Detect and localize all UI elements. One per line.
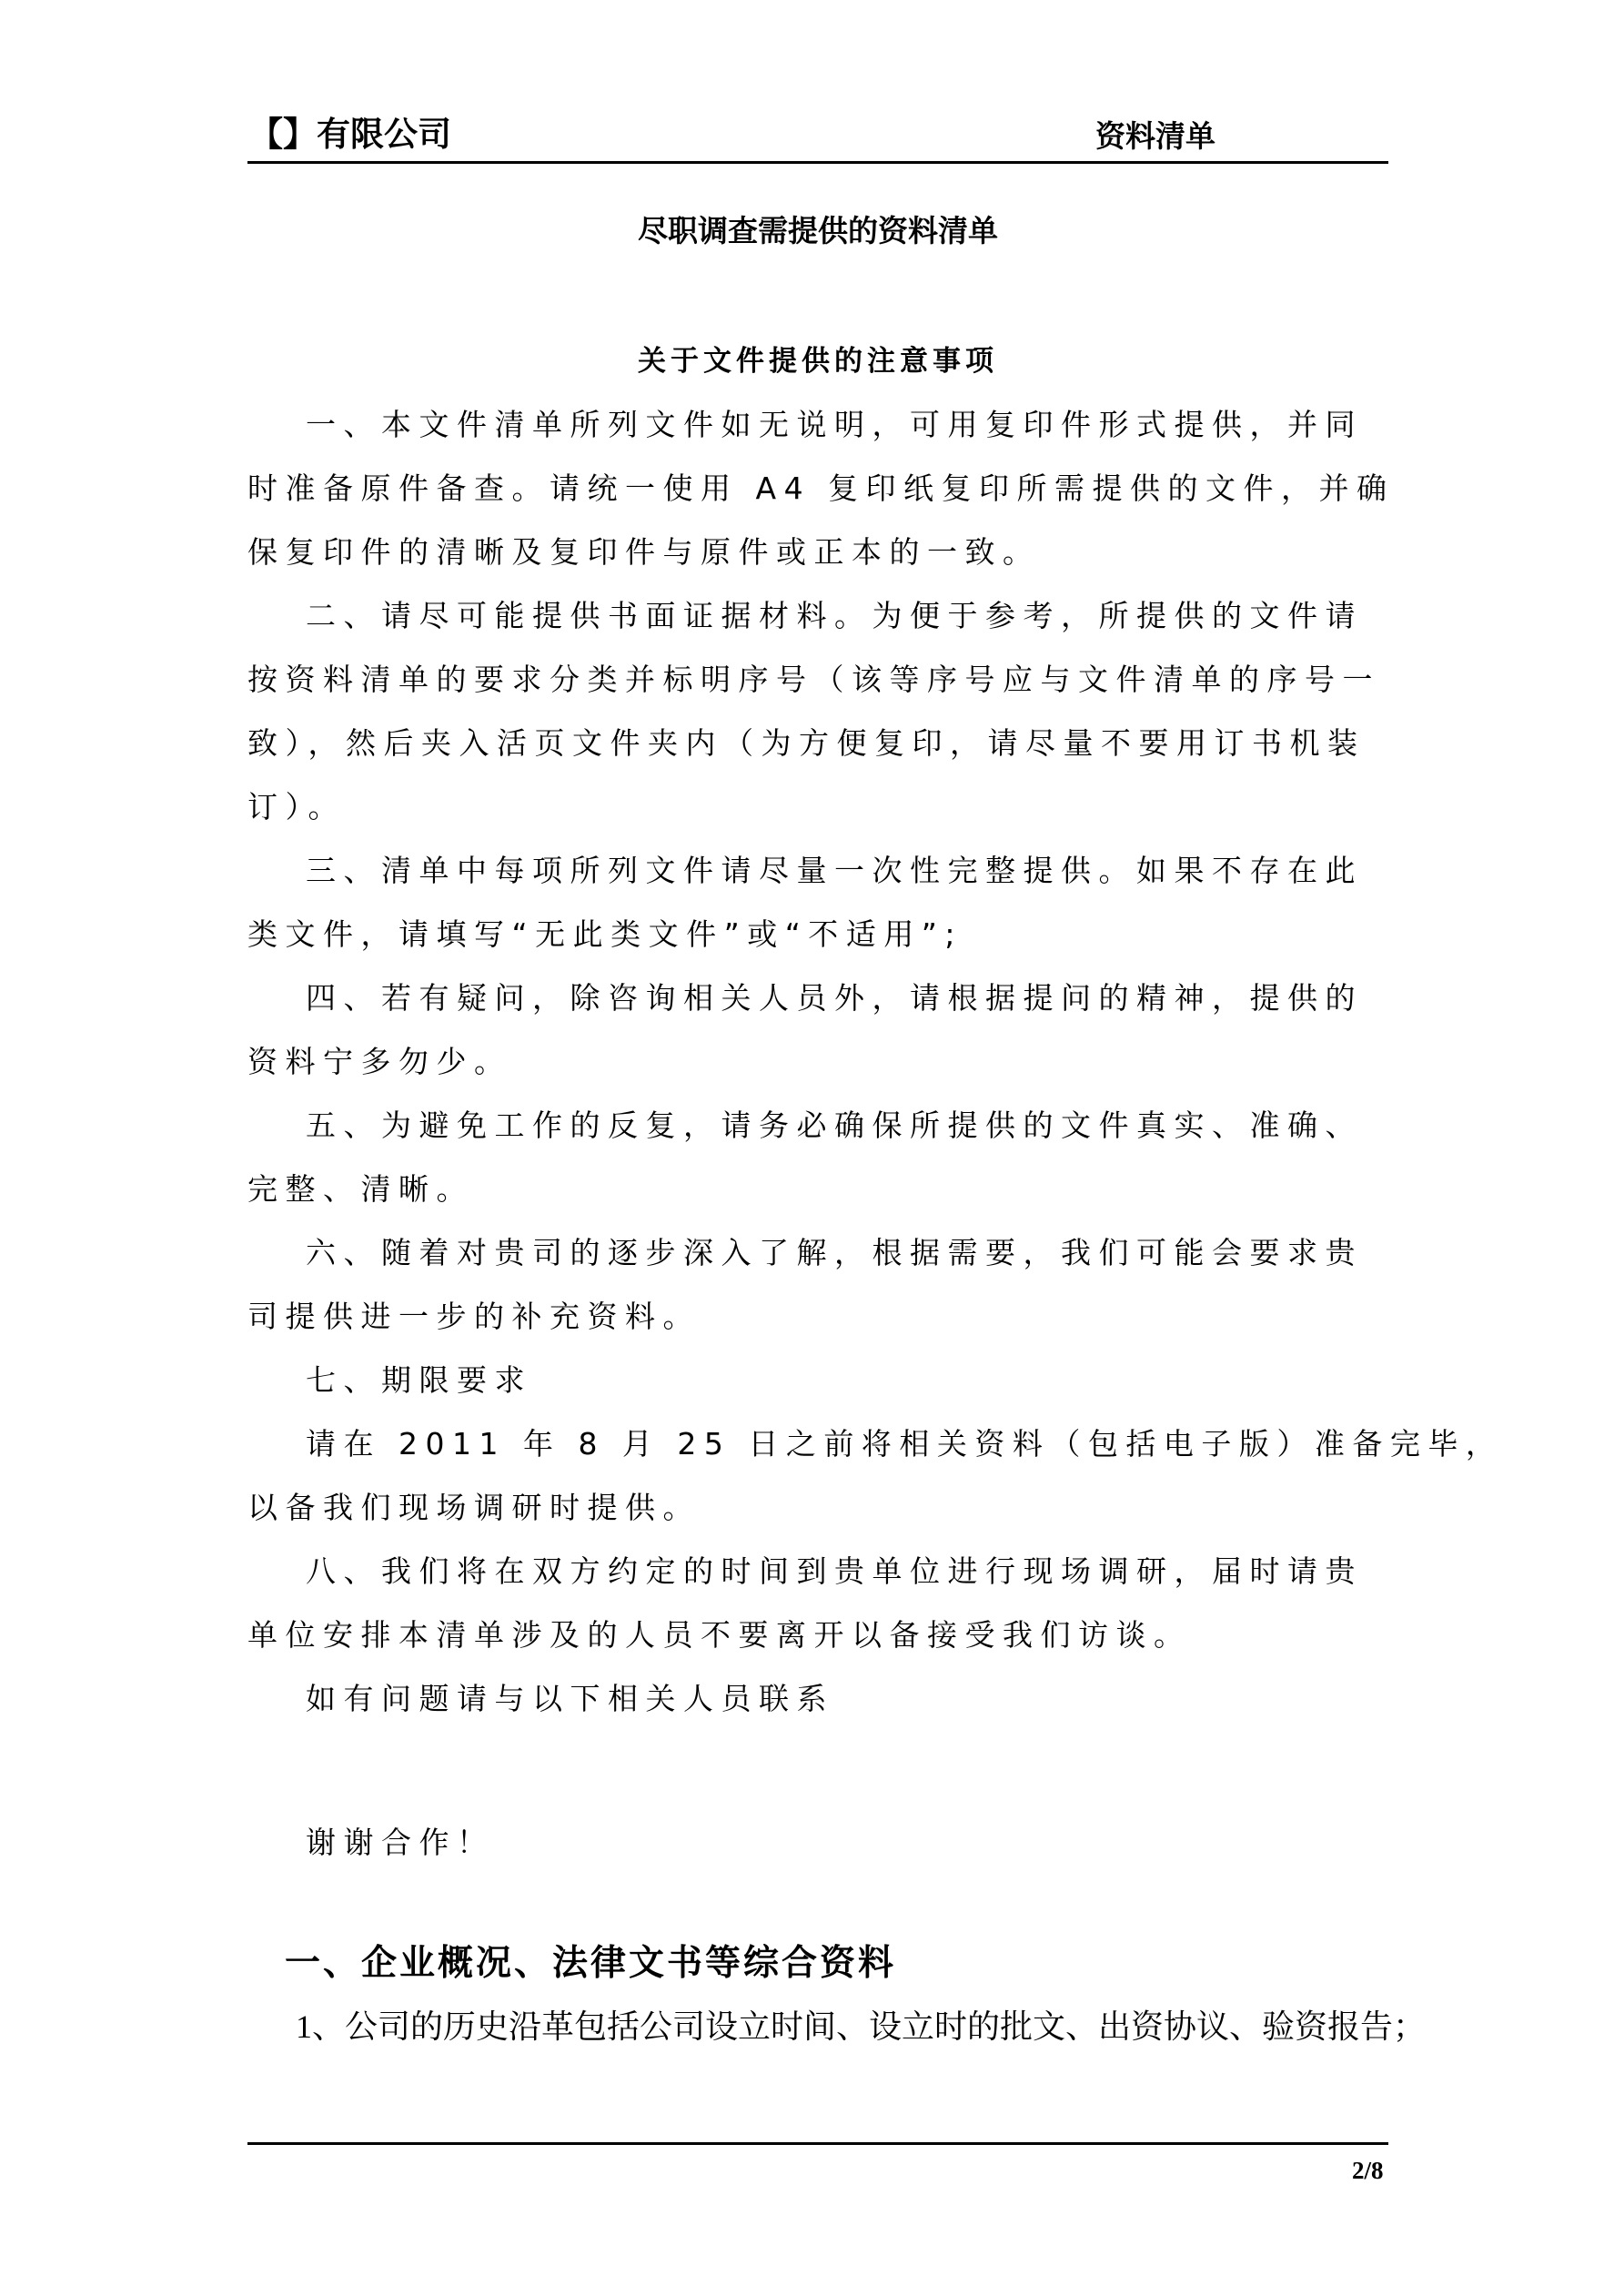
- notice-line: 请在 2011 年 8 月 25 日之前将相关资料（包括电子版）准备完毕，: [306, 1426, 1504, 1462]
- notice-line: 按资料清单的要求分类并标明序号（该等序号应与文件清单的序号一: [247, 662, 1380, 697]
- notice-line: 完整、清晰。: [247, 1171, 474, 1207]
- notice-line: 一、本文件清单所列文件如无说明，可用复印件形式提供，并同: [306, 407, 1363, 442]
- header-rule: [247, 161, 1388, 164]
- document-type: 资料清单: [1095, 118, 1215, 154]
- notice-line: 五、为避免工作的反复，请务必确保所提供的文件真实、准确、: [306, 1108, 1363, 1143]
- notice-line: 六、随着对贵司的逐步深入了解，根据需要，我们可能会要求贵: [306, 1235, 1363, 1270]
- notice-line: 二、请尽可能提供书面证据材料。为便于参考，所提供的文件请: [306, 598, 1363, 633]
- list-item: 1、公司的历史沿革包括公司设立时间、设立时的批文、出资协议、验资报告；: [296, 2008, 1427, 2045]
- section-heading: 一、企业概况、法律文书等综合资料: [285, 1943, 897, 1984]
- notice-line: 资料宁多勿少。: [247, 1044, 512, 1079]
- notice-line: 致），然后夹入活页文件夹内（为方便复印，请尽量不要用订书机装: [247, 725, 1366, 761]
- notice-line: 时准备原件备查。请统一使用 A4 复印纸复印所需提供的文件，并确: [247, 470, 1395, 506]
- notice-title: 关于文件提供的注意事项: [638, 345, 998, 378]
- page-number: 2/8: [1352, 2157, 1384, 2184]
- notice-line: 保复印件的清晰及复印件与原件或正本的一致。: [247, 534, 1041, 570]
- notice-line: 司提供进一步的补充资料。: [247, 1299, 701, 1334]
- notice-line: 以备我们现场调研时提供。: [247, 1490, 701, 1525]
- page-title: 尽职调查需提供的资料清单: [638, 213, 998, 248]
- notice-line: 订）。: [247, 789, 346, 824]
- notice-line: 八、我们将在双方约定的时间到贵单位进行现场调研，届时请贵: [306, 1553, 1363, 1589]
- notice-line: 类文件，请填写“无此类文件”或“不适用”;: [247, 916, 963, 952]
- footer-rule: [247, 2142, 1388, 2145]
- notice-line: 七、期限要求: [306, 1362, 532, 1398]
- thanks-line: 谢谢合作！: [306, 1825, 495, 1860]
- notice-line: 单位安排本清单涉及的人员不要离开以备接受我们访谈。: [247, 1617, 1192, 1653]
- company-name: 【】有限公司: [249, 115, 451, 154]
- notice-line: 如有问题请与以下相关人员联系: [306, 1681, 834, 1716]
- notice-line: 四、若有疑问，除咨询相关人员外，请根据提问的精神，提供的: [306, 980, 1363, 1016]
- notice-line: 三、清单中每项所列文件请尽量一次性完整提供。如果不存在此: [306, 853, 1363, 888]
